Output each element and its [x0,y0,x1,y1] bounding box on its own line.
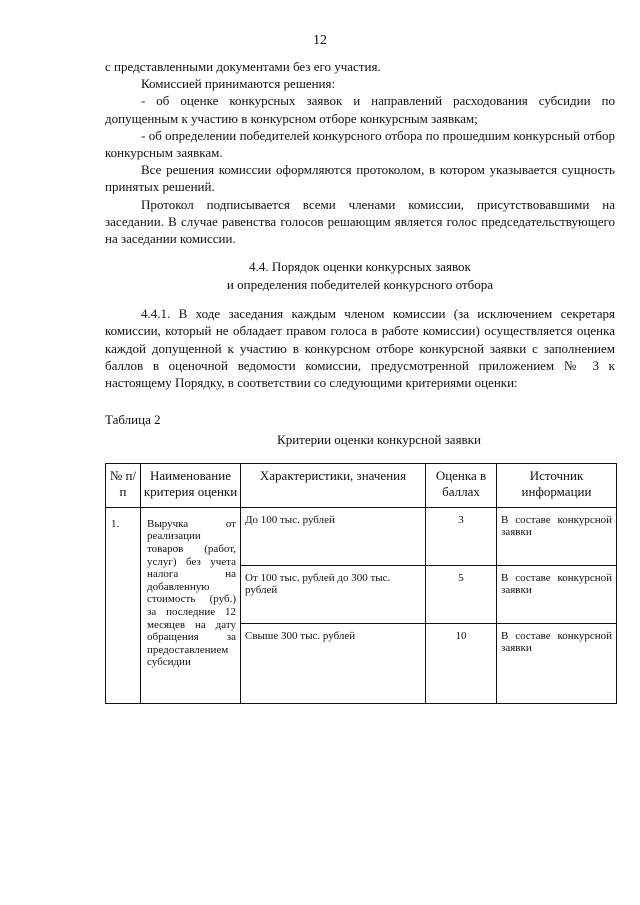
table-label: Таблица 2 [105,412,161,428]
section-heading [105,258,615,293]
score-value: 3 [426,507,497,565]
header-source: Источник информации [497,463,617,507]
source-value: В составе конкурсной заявки [497,507,617,565]
characteristic-value: До 100 тыс. рублей [241,507,426,565]
criterion-name: Выручка от реализации товаров (работ, услуг) без учета налога на добавленную стоимость (руб.) за последние 12 месяцев на дату обращения за предоставлением субсидии [141,507,241,703]
header-characteristics: Характеристики, значения [241,463,426,507]
list-item-evaluation: - об оценке конкурсных заявок и направлений расходования субсидии по допущенным к участию в конкурсном отборе конкурсным заявкам; [105,93,615,126]
characteristic-value: От 100 тыс. рублей до 300 тыс. рублей [241,565,426,623]
table-row [106,507,617,565]
table-header-row [106,463,617,507]
page-number: 12 [313,33,327,48]
section-heading-line-2: и определения победителей конкурсного отбора [226,276,494,292]
list-item-winners: - об определении победителей конкурсного отбора по прошедшим конкурсный отбор конкурсным заявкам. [105,127,615,161]
document-body [105,58,615,704]
paragraph-decisions-intro: Комиссией принимаются решения: [141,76,336,92]
header-number: № п/п [106,463,141,507]
score-value: 5 [426,565,497,623]
table-caption: Критерии оценки конкурсной заявки [277,432,481,448]
criteria-table [105,463,617,704]
paragraph-4-4-1: 4.4.1. В ходе заседания каждым членом комиссии (за исключением секретаря комиссии, который не обладает правом голоса в работе комиссии) осуществляется оценка каждой допущенной к участию в конкурсном отборе конкурсной заявки с заполнением баллов в оценочной ведомости комиссии, предусмотренной приложением № 3 к настоящему Порядку, в соответствии со следующими критериями оценки: [105,306,615,391]
header-score: Оценка в баллах [426,463,497,507]
row-number: 1. [106,507,141,703]
source-value: В составе конкурсной заявки [497,565,617,623]
paragraph-protocol: Все решения комиссии оформляются протоколом, в котором указывается сущность принятых решений. [105,162,615,195]
section-heading-line-1: 4.4. Порядок оценки конкурсных заявок [249,259,471,275]
paragraph-continuation: с представленными документами без его участия. [105,59,381,74]
header-criterion-name: Наименование критерия оценки [141,463,241,507]
characteristic-value: Свыше 300 тыс. рублей [241,623,426,703]
source-value: В составе конкурсной заявки [497,623,617,703]
score-value: 10 [426,623,497,703]
paragraph-signing: Протокол подписывается всеми членами комиссии, присутствовавшими на заседании. В случае равенства голосов решающим является голос председательствующего на заседании комиссии. [105,196,615,247]
